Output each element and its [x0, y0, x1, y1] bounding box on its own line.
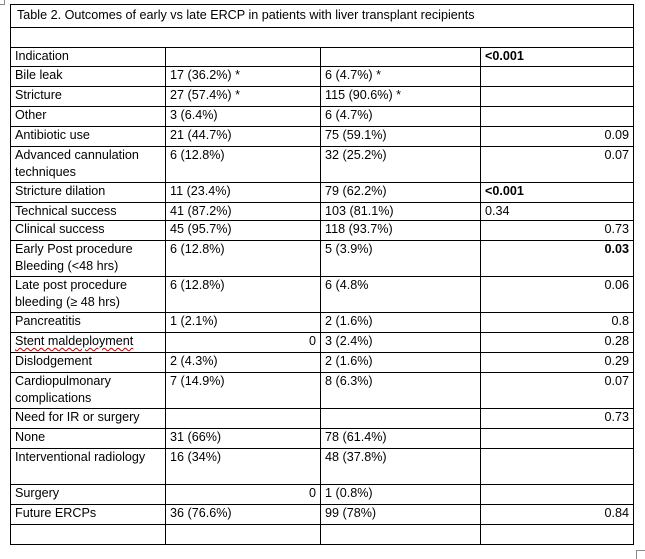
p-value-cell: 0.73	[481, 409, 634, 429]
p-value-cell: 0.06	[481, 277, 634, 313]
caption-row	[11, 5, 634, 28]
late-ercp-cell: 8 (6.3%)	[321, 373, 481, 409]
early-ercp-cell: 0	[166, 333, 321, 353]
early-ercp-cell: 2 (4.3%)	[166, 353, 321, 373]
late-ercp-cell: 1 (0.8%)	[321, 485, 481, 505]
early-ercp-cell: 6 (12.8%)	[166, 241, 321, 277]
late-ercp-cell: 5 (3.9%)	[321, 241, 481, 277]
p-value-cell: 0.07	[481, 373, 634, 409]
table-caption: Table 2. Outcomes of early vs late ERCP in patients with liver transplant recipients	[11, 5, 634, 28]
early-ercp-cell	[166, 525, 321, 545]
row-label: Other	[11, 107, 166, 127]
late-ercp-cell: 3 (2.4%)	[321, 333, 481, 353]
late-ercp-cell: 6 (4.7%) *	[321, 67, 481, 87]
table-row	[11, 203, 634, 221]
page-corner-mark-bottom	[636, 550, 645, 559]
table-row	[11, 221, 634, 241]
early-ercp-cell: 45 (95.7%)	[166, 221, 321, 241]
early-ercp-cell: 27 (57.4%) *	[166, 87, 321, 107]
p-value-cell: 0.03	[481, 241, 634, 277]
row-label: Late post procedure bleeding (≥ 48 hrs)	[11, 277, 166, 313]
spacer-row	[11, 28, 634, 48]
early-ercp-cell: 6 (12.8%)	[166, 147, 321, 183]
table-row	[11, 449, 634, 485]
table-row	[11, 409, 634, 429]
table-row	[11, 277, 634, 313]
p-value-cell: <0.001	[481, 48, 634, 67]
early-ercp-cell: 17 (36.2%) *	[166, 67, 321, 87]
late-ercp-cell: 48 (37.8%)	[321, 449, 481, 485]
row-label: Future ERCPs	[11, 505, 166, 525]
table-row	[11, 183, 634, 203]
p-value-cell	[481, 485, 634, 505]
late-ercp-cell: 103 (81.1%)	[321, 203, 481, 221]
row-label: Need for IR or surgery	[11, 409, 166, 429]
table-row	[11, 373, 634, 409]
table-row	[11, 48, 634, 67]
row-label: Pancreatitis	[11, 313, 166, 333]
early-ercp-cell	[166, 48, 321, 67]
row-label: Early Post procedure Bleeding (<48 hrs)	[11, 241, 166, 277]
early-ercp-cell: 6 (12.8%)	[166, 277, 321, 313]
p-value-cell: 0.8	[481, 313, 634, 333]
late-ercp-cell	[321, 525, 481, 545]
table-row	[11, 525, 634, 545]
row-label: Clinical success	[11, 221, 166, 241]
row-label: Stent maldeployment	[11, 333, 166, 353]
row-label: Advanced cannulation techniques	[11, 147, 166, 183]
early-ercp-cell: 36 (76.6%)	[166, 505, 321, 525]
late-ercp-cell: 2 (1.6%)	[321, 353, 481, 373]
document-page	[10, 4, 634, 545]
late-ercp-cell: 6 (4.7%)	[321, 107, 481, 127]
late-ercp-cell: 2 (1.6%)	[321, 313, 481, 333]
row-label: Stricture	[11, 87, 166, 107]
row-label: Stricture dilation	[11, 183, 166, 203]
p-value-cell	[481, 87, 634, 107]
p-value-cell: 0.34	[481, 203, 634, 221]
late-ercp-cell: 115 (90.6%) *	[321, 87, 481, 107]
row-label: Cardiopulmonary complications	[11, 373, 166, 409]
late-ercp-cell: 99 (78%)	[321, 505, 481, 525]
p-value-cell: <0.001	[481, 183, 634, 203]
table-row	[11, 67, 634, 87]
p-value-cell	[481, 449, 634, 485]
row-label: Interventional radiology	[11, 449, 166, 485]
early-ercp-cell	[166, 409, 321, 429]
table-row	[11, 333, 634, 353]
early-ercp-cell: 31 (66%)	[166, 429, 321, 449]
early-ercp-cell: 11 (23.4%)	[166, 183, 321, 203]
early-ercp-cell: 7 (14.9%)	[166, 373, 321, 409]
late-ercp-cell	[321, 409, 481, 429]
p-value-cell: 0.29	[481, 353, 634, 373]
p-value-cell: 0.84	[481, 505, 634, 525]
p-value-cell	[481, 67, 634, 87]
table-row	[11, 147, 634, 183]
page-corner-mark	[0, 0, 5, 5]
late-ercp-cell: 6 (4.8%	[321, 277, 481, 313]
late-ercp-cell: 75 (59.1%)	[321, 127, 481, 147]
late-ercp-cell: 32 (25.2%)	[321, 147, 481, 183]
early-ercp-cell: 41 (87.2%)	[166, 203, 321, 221]
row-label	[11, 525, 166, 545]
early-ercp-cell: 16 (34%)	[166, 449, 321, 485]
early-ercp-cell: 21 (44.7%)	[166, 127, 321, 147]
p-value-cell: 0.73	[481, 221, 634, 241]
row-label: Bile leak	[11, 67, 166, 87]
late-ercp-cell: 79 (62.2%)	[321, 183, 481, 203]
p-value-cell	[481, 429, 634, 449]
early-ercp-cell: 0	[166, 485, 321, 505]
row-label: Surgery	[11, 485, 166, 505]
table-row	[11, 353, 634, 373]
late-ercp-cell: 78 (61.4%)	[321, 429, 481, 449]
row-label: None	[11, 429, 166, 449]
table-row	[11, 107, 634, 127]
p-value-cell: 0.07	[481, 147, 634, 183]
late-ercp-cell: 118 (93.7%)	[321, 221, 481, 241]
early-ercp-cell: 3 (6.4%)	[166, 107, 321, 127]
table-row	[11, 241, 634, 277]
p-value-cell: 0.28	[481, 333, 634, 353]
outcomes-table	[10, 4, 634, 545]
table-row	[11, 127, 634, 147]
p-value-cell	[481, 107, 634, 127]
table-row	[11, 485, 634, 505]
p-value-cell	[481, 525, 634, 545]
late-ercp-cell	[321, 48, 481, 67]
table-row	[11, 505, 634, 525]
spacer-cell	[11, 28, 634, 48]
p-value-cell: 0.09	[481, 127, 634, 147]
table-row	[11, 87, 634, 107]
row-label: Antibiotic use	[11, 127, 166, 147]
table-row	[11, 429, 634, 449]
row-label: Indication	[11, 48, 166, 67]
table-row	[11, 313, 634, 333]
row-label: Technical success	[11, 203, 166, 221]
early-ercp-cell: 1 (2.1%)	[166, 313, 321, 333]
row-label: Dislodgement	[11, 353, 166, 373]
